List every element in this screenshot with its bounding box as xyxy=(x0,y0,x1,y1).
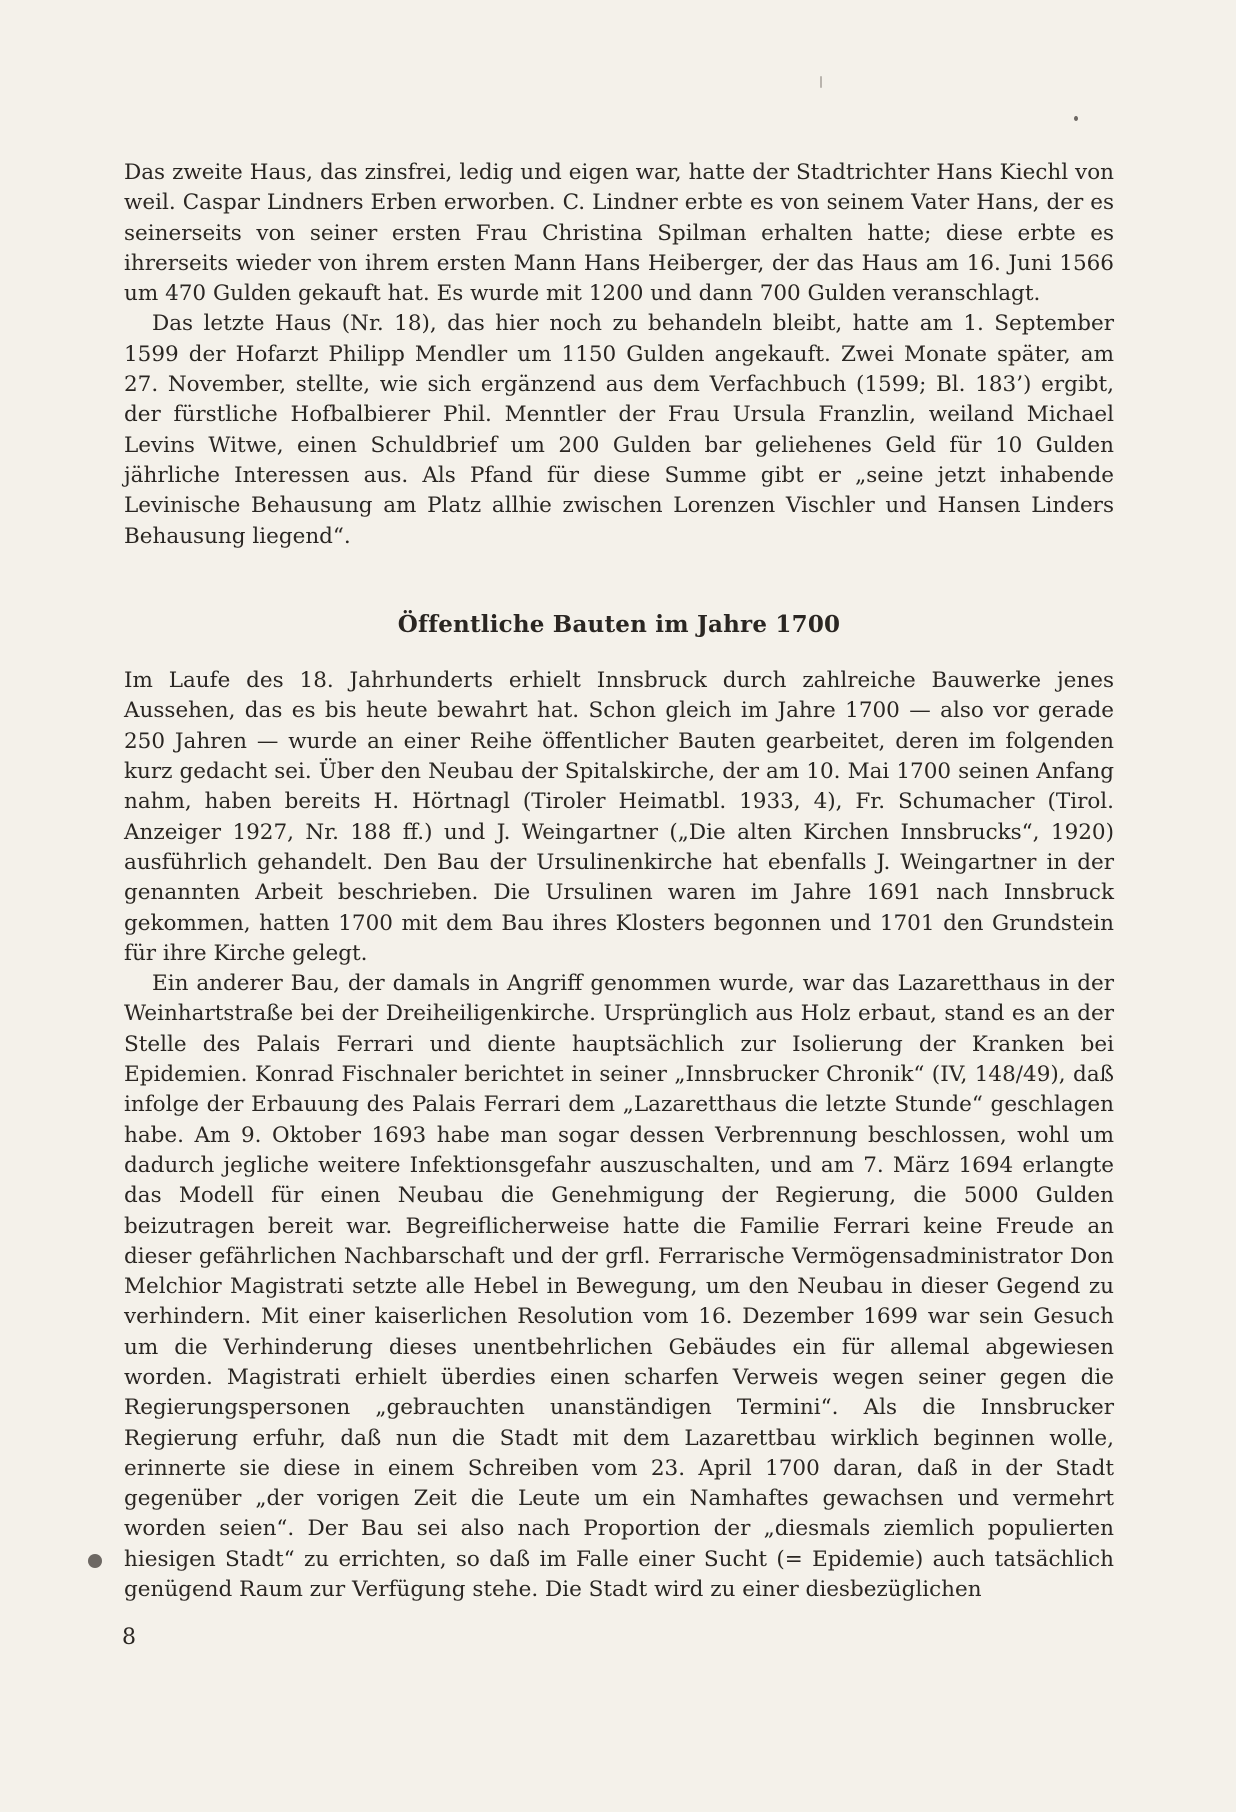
paragraph-last-house: Das letzte Haus (Nr. 18), das hier noch zu behandeln bleibt, hatte am 1. September 1599 der Hofarzt Philipp Mendler um 1150 Gulden angekauft. Zwei Monate später, am 27. November, stellte, wie sich ergänzend aus dem Verfachbuch (1599; Bl. 183’) ergibt, der fürstliche Hofbalbierer Phil. Menntler der Frau Ursula Franzlin, weiland Michael Levins Witwe, einen Schuldbrief um 200 Gulden bar geliehenes Geld für 10 Gulden jährliche Interessen aus. Als Pfand für diese Summe gibt er „seine jetzt inhabende Levinische Behausung am Platz allhie zwischen Lorenzen Vischler und Hansen Linders Behausung liegend“. xyxy=(124,311,1114,549)
scan-speck-mark xyxy=(1074,116,1078,121)
section-heading: Öffentliche Bauten im Jahre 1700 xyxy=(397,610,841,638)
ink-spot-mark xyxy=(88,1554,102,1568)
page-number: 8 xyxy=(122,1625,136,1650)
page-body xyxy=(124,158,1114,1605)
scan-speck-mark xyxy=(820,76,822,88)
paragraph-public-buildings: Im Laufe des 18. Jahrhunderts erhielt Innsbruck durch zahlreiche Bauwerke jenes Aussehen, das es bis heute bewahrt hat. Schon gleich im Jahre 1700 — also vor gerade 250 Jahren — wurde an einer Reihe öffentlicher Bauten gearbeitet, deren im folgenden kurz gedacht sei. Über den Neubau der Spitalskirche, der am 10. Mai 1700 seinen Anfang nahm, haben bereits H. Hörtnagl (Tiroler Heimatbl. 1933, 4), Fr. Schumacher (Tirol. Anzeiger 1927, Nr. 188 ff.) und J. Weingartner („Die alten Kirchen Innsbrucks“, 1920) ausführlich gehandelt. Den Bau der Ursulinenkirche hat ebenfalls J. Weingartner in der genannten Arbeit beschrieben. Die Ursulinen waren im Jahre 1691 nach Innsbruck gekommen, hatten 1700 mit dem Bau ihres Klosters begonnen und 1701 den Grundstein für ihre Kirche gelegt. xyxy=(124,668,1114,966)
paragraph-lazaretthaus: Ein anderer Bau, der damals in Angriff genommen wurde, war das Lazaretthaus in der Weinhartstraße bei der Dreiheiligenkirche. Ursprünglich aus Holz erbaut, stand es an der Stelle des Palais Ferrari und diente hauptsächlich zur Isolierung der Kranken bei Epidemien. Konrad Fischnaler berichtet in seiner „Innsbrucker Chronik“ (IV, 148/49), daß infolge der Erbauung des Palais Ferrari dem „Lazaretthaus die letzte Stunde“ geschlagen habe. Am 9. Oktober 1693 habe man sogar dessen Verbrennung beschlossen, wohl um dadurch jegliche weitere Infektionsgefahr auszuschalten, und am 7. März 1694 erlangte das Modell für einen Neubau die Genehmigung der Regierung, die 5000 Gulden beizutragen bereit war. Begreiflicherweise hatte die Familie Ferrari keine Freude an dieser gefährlichen Nachbarschaft und der grfl. Ferrarische Vermögensadministrator Don Melchior Magistrati setzte alle Hebel in Bewegung, um den Neubau in dieser Gegend zu verhindern. Mit einer kaiserlichen Resolution vom 16. Dezember 1699 war sein Gesuch um die Verhinderung dieses unentbehrlichen Gebäudes ein für allemal abgewiesen worden. Magistrati erhielt überdies einen scharfen Verweis wegen seiner gegen die Regierungspersonen „gebrauchten unanständigen Termini“. Als die Innsbrucker Regierung erfuhr, daß nun die Stadt mit dem Lazarettbau wirklich beginnen wolle, erinnerte sie diese in einem Schreiben vom 23. April 1700 daran, daß in der Stadt gegenüber „der vorigen Zeit die Leute um ein Namhaftes gewachsen und vermehrt worden seien“. Der Bau sei also nach Proportion der „diesmals ziemlich populierten hiesigen Stadt“ zu errichten, so daß im Falle einer Sucht (= Epidemie) auch tatsächlich genügend Raum zur Verfügung stehe. Die Stadt wird zu einer diesbezüglichen xyxy=(124,971,1114,1603)
paragraph-second-house: Das zweite Haus, das zinsfrei, ledig und eigen war, hatte der Stadtrichter Hans Kiechl von weil. Caspar Lindners Erben erworben. C. Lindner erbte es von seinem Vater Hans, der es seinerseits von seiner ersten Frau Christina Spilman erhalten hatte; diese erbte es ihrerseits wieder von ihrem ersten Mann Hans Heiberger, der das Haus am 16. Juni 1566 um 470 Gulden gekauft hat. Es wurde mit 1200 und dann 700 Gulden veranschlagt. xyxy=(124,160,1114,307)
